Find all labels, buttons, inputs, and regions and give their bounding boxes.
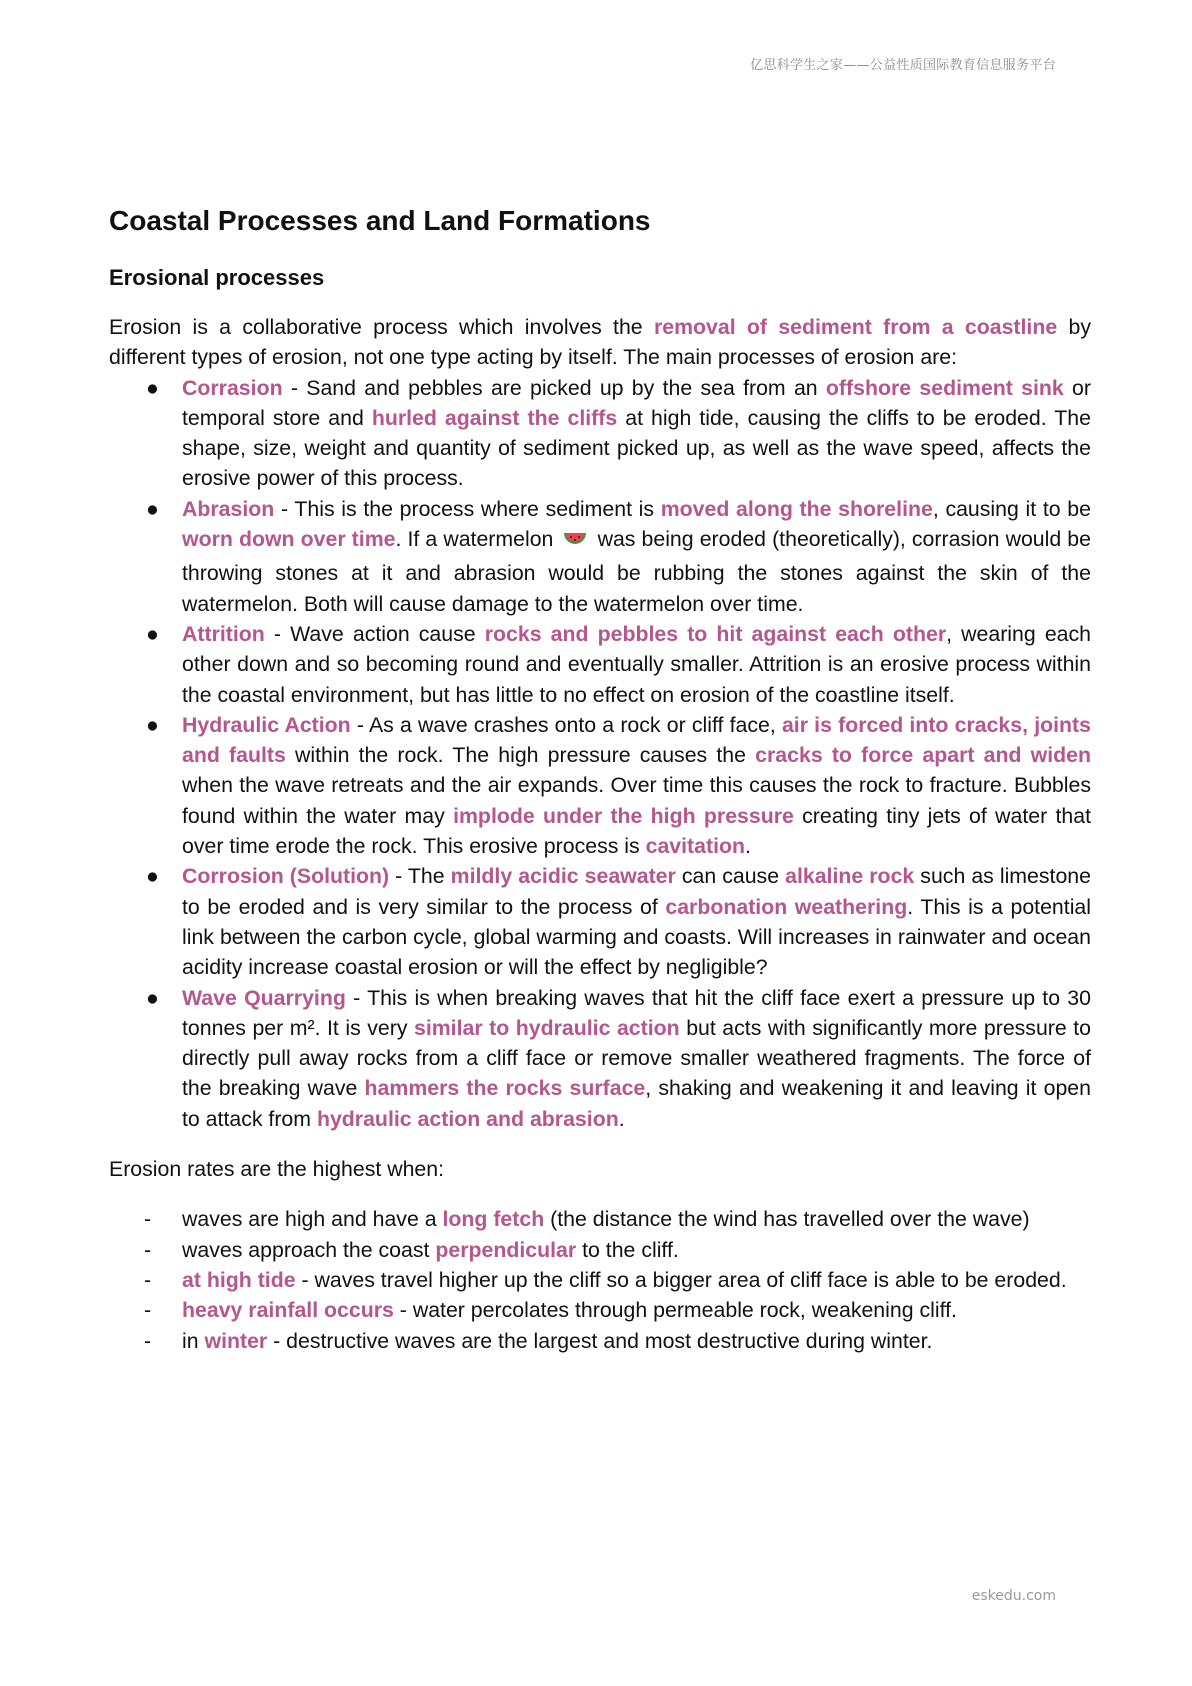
rates-intro: Erosion rates are the highest when: [109, 1157, 445, 1182]
header-site-note: 亿思科学生之家——公益性质国际教育信息服务平台 [750, 58, 1056, 73]
rate-item: - at high tide - waves travel higher up the cliff so a bigger area of cliff face is able to be eroded. [109, 1265, 1091, 1295]
bullet-marker: ● [146, 496, 159, 521]
bullet-marker: ● [146, 864, 159, 889]
bullet-marker: ● [146, 375, 159, 400]
bullet-marker: ● [146, 985, 159, 1010]
dash-marker: - [144, 1237, 152, 1262]
bullet-marker: ● [146, 712, 159, 737]
rate-item: - in winter - destructive waves are the largest and most destructive during winter. [109, 1326, 1091, 1356]
dash-marker: - [144, 1298, 152, 1323]
rate-item: - waves are high and have a long fetch (the distance the wind has travelled over the wave) [109, 1204, 1091, 1234]
document-body [109, 200, 1091, 1356]
footer-domain: eskedu.com [971, 1588, 1056, 1604]
process-item-abrasion: ● Abrasion - This is the process where sediment is moved along the shoreline, causing it to be worn down over time. If a watermelon was being eroded (theoretically), corrasion would be throwing stones at it and abrasion would be rubbing the stones against the skin of the watermelon. Both will cause damage to the watermelon over time. [109, 494, 1091, 619]
dash-marker: - [144, 1267, 152, 1292]
process-item-wave-quarrying: ● Wave Quarrying - This is when breaking waves that hit the cliff face exert a pressure up to 30 tonnes per m². It is very similar to hydraulic action but acts with significantly more pressure to directly pull away rocks from a cliff face or remove smaller weathered fragments. The force of the breaking wave hammers the rocks surface, shaking and weakening it and leaving it open to attack from hydraulic action and abrasion. [109, 983, 1091, 1134]
process-item-corrosion: ● Corrosion (Solution) - The mildly acidic seawater can cause alkaline rock such as limestone to be eroded and is very similar to the process of carbonation weathering. This is a potential link between the carbon cycle, global warming and coasts. Will increases in rainwater and ocean acidity increase coastal erosion or will the effect by negligible? [109, 861, 1091, 982]
section-heading: Erosional processes [109, 265, 325, 290]
process-item-attrition: ● Attrition - Wave action cause rocks and pebbles to hit against each other, wearing each other down and so becoming round and eventually smaller. Attrition is an erosive process within the coastal environment, but has little to no effect on erosion of the coastline itself. [109, 619, 1091, 710]
erosion-process-list [109, 373, 1091, 1134]
page-title: Coastal Processes and Land Formations [109, 205, 651, 236]
erosion-rates-list [109, 1204, 1091, 1355]
rate-item: - heavy rainfall occurs - water percolates through permeable rock, weakening cliff. [109, 1295, 1091, 1325]
watermelon-icon [563, 528, 587, 558]
dash-marker: - [144, 1328, 152, 1353]
dash-marker: - [144, 1207, 152, 1232]
bullet-marker: ● [146, 621, 159, 646]
intro-paragraph: Erosion is a collaborative process which involves the removal of sediment from a coastline by different types of erosion, not one type acting by itself. The main processes of erosion are: [109, 315, 1091, 370]
rate-item: - waves approach the coast perpendicular to the cliff. [109, 1235, 1091, 1265]
process-item-corrasion: ● Corrasion - Sand and pebbles are picked up by the sea from an offshore sediment sink or temporal store and hurled against the cliffs at high tide, causing the cliffs to be eroded. The shape, size, weight and quantity of sediment picked up, as well as the wave speed, affects the erosive power of this process. [109, 373, 1091, 494]
process-item-hydraulic-action: ● Hydraulic Action - As a wave crashes onto a rock or cliff face, air is forced into cracks, joints and faults within the rock. The high pressure causes the cracks to force apart and widen when the wave retreats and the air expands. Over time this causes the rock to fracture. Bubbles found within the water may implode under the high pressure creating tiny jets of water that over time erode the rock. This erosive process is cavitation. [109, 710, 1091, 861]
